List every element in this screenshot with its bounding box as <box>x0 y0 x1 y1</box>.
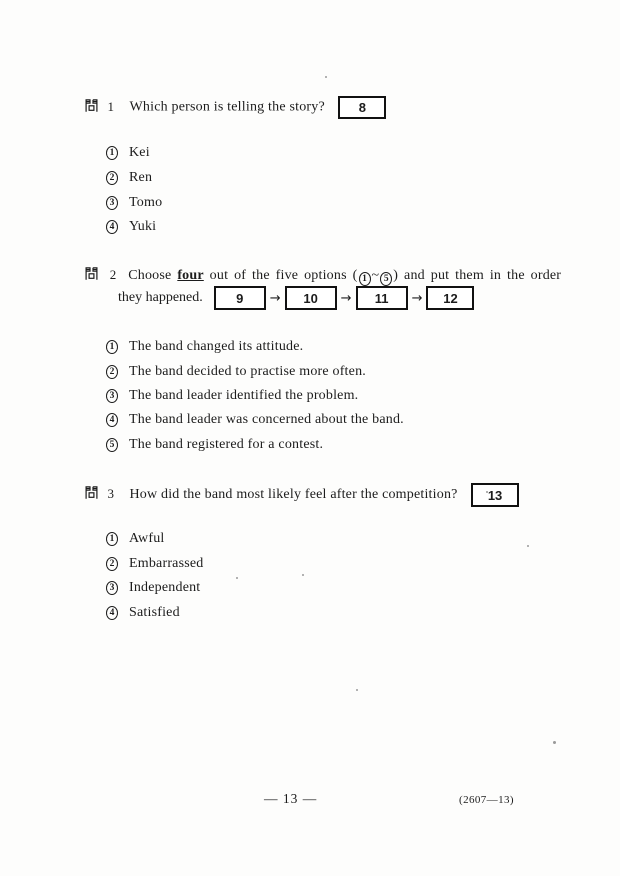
option-text: The band leader identified the problem. <box>129 387 359 403</box>
scan-speck <box>356 689 358 691</box>
option-text: The band decided to practise more often. <box>129 363 366 379</box>
right-arrow-icon: → <box>411 290 423 306</box>
scan-speck <box>325 76 327 78</box>
option-text: Independent <box>129 580 201 596</box>
right-arrow-icon: → <box>269 290 281 306</box>
option-row <box>106 359 404 383</box>
question-3-options <box>106 527 204 625</box>
question-text: How did the band most likely feel after the competition? <box>129 487 458 503</box>
option-number-circle: 2 <box>106 171 118 185</box>
option-number-circle: 4 <box>106 413 118 427</box>
option-text: The band leader was concerned about the band. <box>129 412 404 428</box>
option-row <box>106 190 162 215</box>
question-text-line2: they happened. <box>118 290 203 305</box>
underlined-word: four <box>177 268 204 283</box>
option-text: Ren <box>129 170 153 186</box>
question-2-sequence-row <box>118 285 474 311</box>
option-row <box>106 215 162 240</box>
option-row <box>106 141 162 166</box>
answer-box-10: 10 <box>285 286 337 310</box>
scan-speck <box>486 491 488 493</box>
option-row <box>106 408 404 432</box>
option-number-circle: 1 <box>106 146 118 160</box>
option-number-circle: 3 <box>106 196 118 210</box>
option-number-circle: 2 <box>106 557 118 571</box>
answer-box-11: 11 <box>356 286 408 310</box>
answer-box-9: 9 <box>214 286 266 310</box>
option-number-circle: 5 <box>106 438 118 452</box>
range-start-circle: 1 <box>359 272 371 286</box>
question-text-part2: out of the five options ( <box>203 268 358 283</box>
answer-box-12: 12 <box>426 286 474 310</box>
question-3-header <box>84 483 519 507</box>
option-number-circle: 4 <box>106 220 118 234</box>
option-row <box>106 384 404 408</box>
option-number-circle: 3 <box>106 581 118 595</box>
scan-speck <box>236 577 238 579</box>
scan-speck <box>527 545 529 547</box>
option-row <box>106 576 204 601</box>
range-end-circle: 5 <box>380 272 392 286</box>
option-row <box>106 433 404 457</box>
mon-kanji-icon <box>84 485 99 505</box>
page-number: — 13 — <box>264 791 318 806</box>
option-text: Embarrassed <box>129 555 204 571</box>
option-text: Satisfied <box>129 604 180 620</box>
option-text: Kei <box>129 145 150 161</box>
question-text: Which person is telling the story? <box>129 99 325 115</box>
option-number-circle: 2 <box>106 365 118 379</box>
question-number: 3 <box>107 486 114 502</box>
option-number-circle: 1 <box>106 340 118 354</box>
question-1-header <box>84 96 386 119</box>
option-number-circle: 1 <box>106 532 118 546</box>
option-text: Tomo <box>129 194 163 210</box>
question-number: 1 <box>107 98 114 114</box>
range-tilde: ~ <box>371 268 380 283</box>
question-1-options <box>106 141 162 240</box>
answer-box-13: 13 <box>471 483 519 507</box>
option-row <box>106 601 204 626</box>
question-2-options <box>106 335 404 457</box>
option-text: Awful <box>129 531 165 547</box>
document-code: (2607—13) <box>459 794 514 806</box>
option-row <box>106 166 162 191</box>
option-row <box>106 335 404 359</box>
answer-box-8: 8 <box>338 96 386 119</box>
mon-kanji-icon <box>84 266 99 286</box>
question-number: 2 <box>109 267 117 282</box>
question-2-header <box>84 266 561 286</box>
right-arrow-icon: → <box>340 290 352 306</box>
option-row <box>106 552 204 577</box>
option-number-circle: 4 <box>106 606 118 620</box>
option-row <box>106 527 204 552</box>
scan-speck <box>302 574 304 576</box>
scan-speck <box>553 741 556 744</box>
option-text: Yuki <box>129 219 157 235</box>
option-text: The band changed its attitude. <box>129 339 304 355</box>
question-text-part1: Choose <box>128 268 178 283</box>
option-text: The band registered for a contest. <box>129 436 324 452</box>
option-number-circle: 3 <box>106 389 118 403</box>
mon-kanji-icon <box>84 98 99 118</box>
question-text-part3: ) and put them in the order <box>393 268 562 283</box>
